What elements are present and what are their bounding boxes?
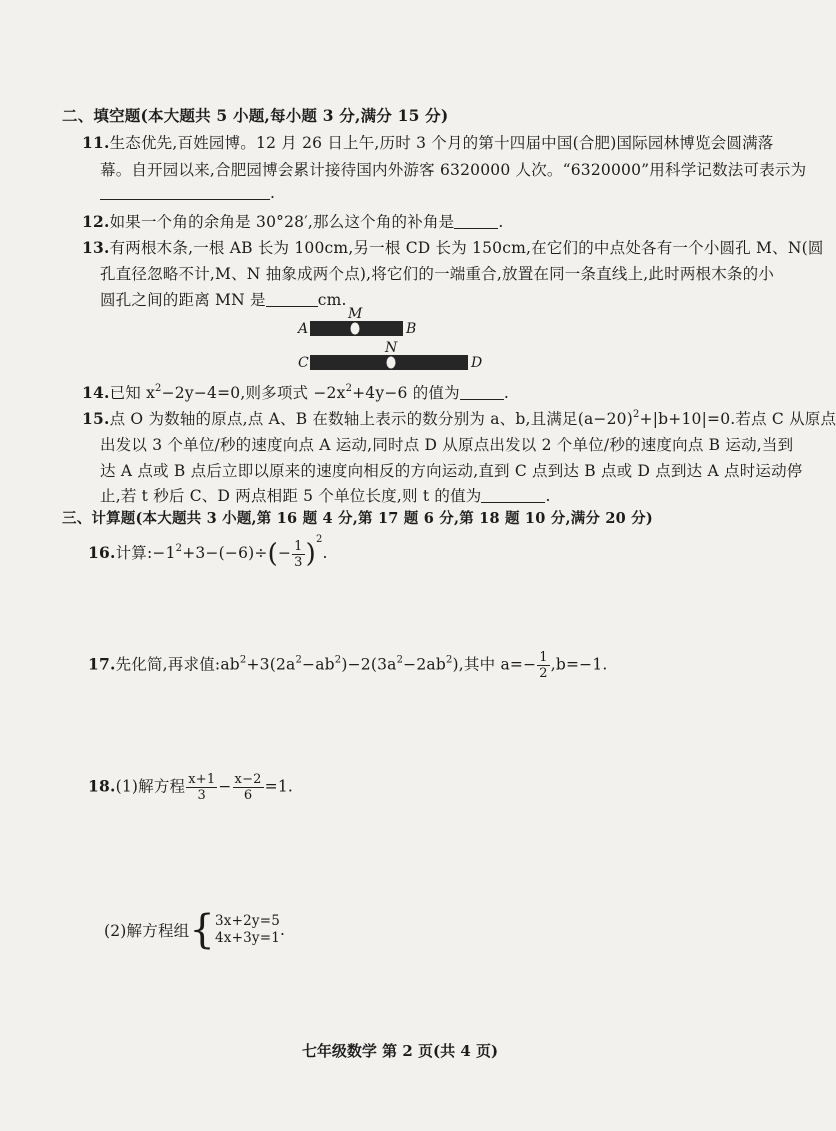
minus-sign: − [218, 777, 232, 796]
question-18-part1-label: (1)解方程 [115, 777, 186, 796]
question-13-line1 [82, 236, 824, 258]
question-17-exp4: 2 [396, 654, 404, 666]
question-13-line3 [100, 288, 347, 310]
fraction-one-half [537, 650, 549, 681]
question-16-sign: − [277, 544, 292, 562]
question-14-text-b: −2y−4=0,则多项式 −2x [161, 384, 346, 402]
fraction-numerator: 1 [294, 538, 303, 554]
question-13-number: 13. [82, 238, 110, 257]
question-18-part1 [88, 772, 293, 803]
question-18-part2 [104, 907, 286, 953]
question-16-text-b: +3−(−6)÷ [182, 544, 268, 562]
question-16-exp2: 2 [315, 534, 323, 545]
question-12-text: 如果一个角的余角是 30°28′,那么这个角的补角是 [109, 213, 455, 231]
question-11-line2: 幕。自开园以来,合肥园博会累计接待国内外游客 6320000 人次。“6320000”用科学记数法可表示为 [100, 161, 807, 179]
question-15-line2: 出发以 3 个单位/秒的速度向点 A 运动,同时点 D 从原点出发以 2 个单位/秒的速度向点 B 运动,当到 [100, 436, 794, 454]
question-13-text3: 圆孔之间的距离 MN 是 [100, 291, 266, 309]
answer-blank-15[interactable] [481, 488, 545, 503]
label-N: N [385, 340, 398, 356]
question-16-end: . [322, 544, 328, 562]
label-D: D [471, 355, 483, 371]
question-17-text-a: 先化简,再求值:ab [115, 655, 240, 674]
question-17 [88, 650, 608, 681]
question-15-line3: 达 A 点或 B 点后立即以原来的速度向相反的方向运动,直到 C 点到达 B 点或 D 点到达 A 点时运动停 [100, 462, 803, 480]
answer-blank-12[interactable] [454, 214, 498, 229]
question-14-exp2: 2 [345, 383, 353, 394]
fraction-numerator: x+1 [188, 772, 216, 787]
question-11-text1: 生态优先,百姓园博。12 月 26 日上午,历时 3 个月的第十四届中国(合肥)国际园林博览会圆满落 [109, 134, 774, 152]
question-16-exp1: 2 [175, 543, 183, 554]
label-C: C [298, 355, 309, 371]
fraction-denominator: 2 [539, 666, 548, 681]
section2-header: 二、填空题(本大题共 5 小题,每小题 3 分,满分 15 分) [62, 106, 449, 125]
question-15-exp: 2 [632, 409, 640, 420]
question-17-text-d: )−2(3a [341, 655, 397, 674]
question-16-number: 16. [88, 543, 116, 562]
question-13-end: cm. [317, 291, 347, 309]
answer-blank-13[interactable] [266, 292, 318, 307]
label-B: B [406, 321, 417, 337]
page-footer: 七年级数学 第 2 页(共 4 页) [301, 1042, 499, 1060]
wood-strips-diagram [290, 308, 490, 374]
answer-blank-11[interactable] [100, 185, 270, 200]
hole-M [351, 323, 360, 335]
question-12 [82, 210, 504, 232]
question-15-text1b: +|b+10|=0.若点 C 从原点 [639, 410, 836, 428]
question-14-exp1: 2 [155, 383, 162, 394]
question-18-part2-end: . [280, 921, 286, 939]
fraction-numerator: x−2 [234, 772, 262, 787]
question-15-text4: 止,若 t 秒后 C、D 两点相距 5 个单位长度,则 t 的值为 [100, 487, 482, 505]
question-14 [82, 381, 509, 403]
label-M: M [348, 306, 363, 322]
equation-2: 4x+3y=1 [215, 930, 281, 946]
question-13-line2: 孔直径忽略不计,M、N 抽象成两个点),将它们的一端重合,放置在同一条直线上,此时两根木条的小 [100, 265, 775, 283]
question-12-number: 12. [82, 212, 110, 231]
question-15-line1 [82, 407, 836, 429]
question-17-text-b: +3(2a [246, 655, 296, 674]
label-A: A [298, 321, 309, 337]
question-17-text-g: ,b=−1. [550, 655, 608, 674]
question-12-end: . [498, 213, 504, 231]
question-16-text-a: 计算:−1 [115, 544, 176, 562]
question-17-number: 17. [88, 654, 116, 674]
question-11-end: . [270, 184, 276, 202]
question-16-paren-close: ) [305, 539, 316, 569]
question-17-text-f: ),其中 a=− [452, 655, 537, 674]
fraction-one-third [292, 539, 304, 570]
section3-header: 三、计算题(本大题共 3 小题,第 16 题 4 分,第 17 题 6 分,第 18 题 10 分,满分 20 分) [62, 510, 653, 527]
fraction-x-plus-1-over-3 [186, 772, 217, 803]
question-15-text1a: 点 O 为数轴的原点,点 A、B 在数轴上表示的数分别为 a、b,且满足(a−20) [109, 410, 633, 428]
fraction-x-minus-2-over-6 [233, 772, 264, 803]
question-11-line3 [100, 184, 275, 202]
question-11-number: 11. [82, 133, 110, 152]
question-16-paren-open: ( [267, 539, 278, 569]
question-18-part2-label: (2)解方程组 [104, 922, 190, 940]
question-17-exp5: 2 [445, 654, 453, 666]
question-15-line4 [100, 484, 551, 506]
fraction-denominator: 6 [243, 788, 253, 803]
question-15-end: . [545, 487, 551, 505]
question-13-text1: 有两根木条,一根 AB 长为 100cm,另一根 CD 长为 150cm,在它们的中点处各有一个小圆孔 M、N(圆 [109, 239, 824, 257]
fraction-numerator: 1 [539, 650, 548, 665]
left-brace: { [189, 907, 216, 953]
question-17-exp3: 2 [334, 654, 342, 666]
question-17-exp2: 2 [295, 654, 303, 666]
hole-N [387, 357, 396, 369]
question-18-part1-end: =1. [264, 777, 294, 796]
question-17-text-c: −ab [302, 655, 335, 674]
question-17-text-e: −2ab [403, 655, 446, 674]
question-14-text-c: +4y−6 的值为 [352, 384, 460, 402]
fraction-denominator: 3 [294, 554, 303, 570]
question-14-end: . [503, 384, 509, 402]
question-18-number: 18. [88, 776, 116, 796]
equation-1: 3x+2y=5 [215, 913, 281, 929]
equation-system [215, 913, 280, 947]
question-16 [88, 534, 328, 570]
question-14-number: 14. [82, 383, 110, 402]
answer-blank-14[interactable] [460, 385, 504, 400]
question-14-text-a: 已知 x [109, 384, 156, 402]
question-15-number: 15. [82, 409, 110, 428]
question-11-line1 [82, 131, 773, 153]
question-17-exp1: 2 [239, 654, 247, 666]
fraction-denominator: 3 [197, 788, 207, 803]
